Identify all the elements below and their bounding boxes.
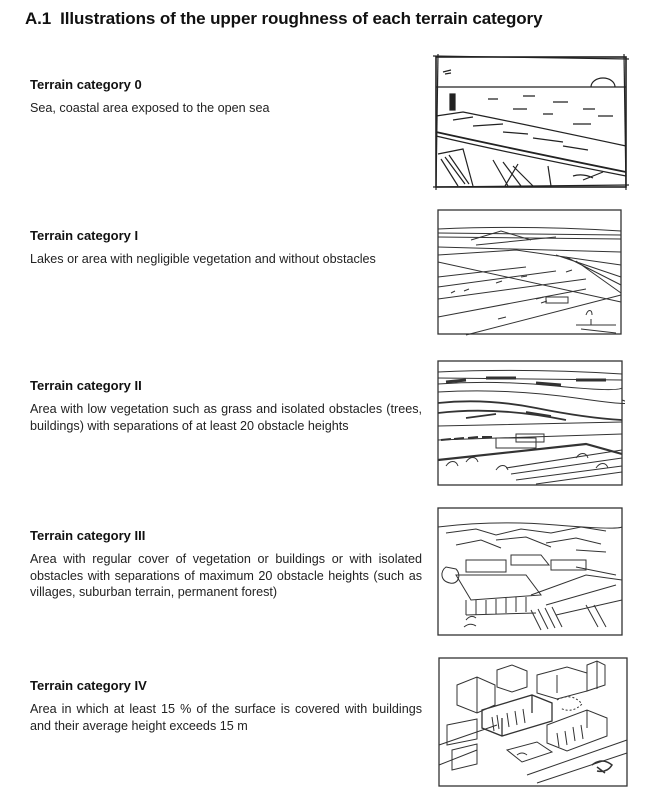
section-number: A.1 xyxy=(25,9,52,28)
category-1-heading: Terrain category I xyxy=(30,228,139,243)
section-title-text: Illustrations of the upper roughness of each terrain category xyxy=(60,9,543,28)
category-1-description: Lakes or area with negligible vegetation and without obstacles xyxy=(30,252,376,266)
category-4-heading: Terrain category IV xyxy=(30,678,147,693)
section-title xyxy=(25,9,542,29)
farmland-illustration xyxy=(436,358,625,489)
open-fields-illustration xyxy=(436,207,624,337)
category-0-heading: Terrain category 0 xyxy=(30,77,142,92)
category-4-description: Area in which at least 15 % of the surface is covered with buildings and their average height exceeds 15 m xyxy=(30,702,422,733)
sea-coast-illustration xyxy=(433,54,629,190)
village-illustration xyxy=(436,505,625,638)
category-2-heading: Terrain category II xyxy=(30,378,142,393)
category-3-description: Area with regular cover of vegetation or buildings or with isolated obstacles with separations of maximum 20 obstacle heights (such as villages, suburban terrain, permanent forest) xyxy=(30,552,422,599)
urban-illustration xyxy=(437,655,629,790)
category-0-description: Sea, coastal area exposed to the open sea xyxy=(30,101,270,115)
category-2-description: Area with low vegetation such as grass and isolated obstacles (trees, buildings) with separations of at least 20 obstacle heights xyxy=(30,402,422,433)
category-3-heading: Terrain category III xyxy=(30,528,146,543)
